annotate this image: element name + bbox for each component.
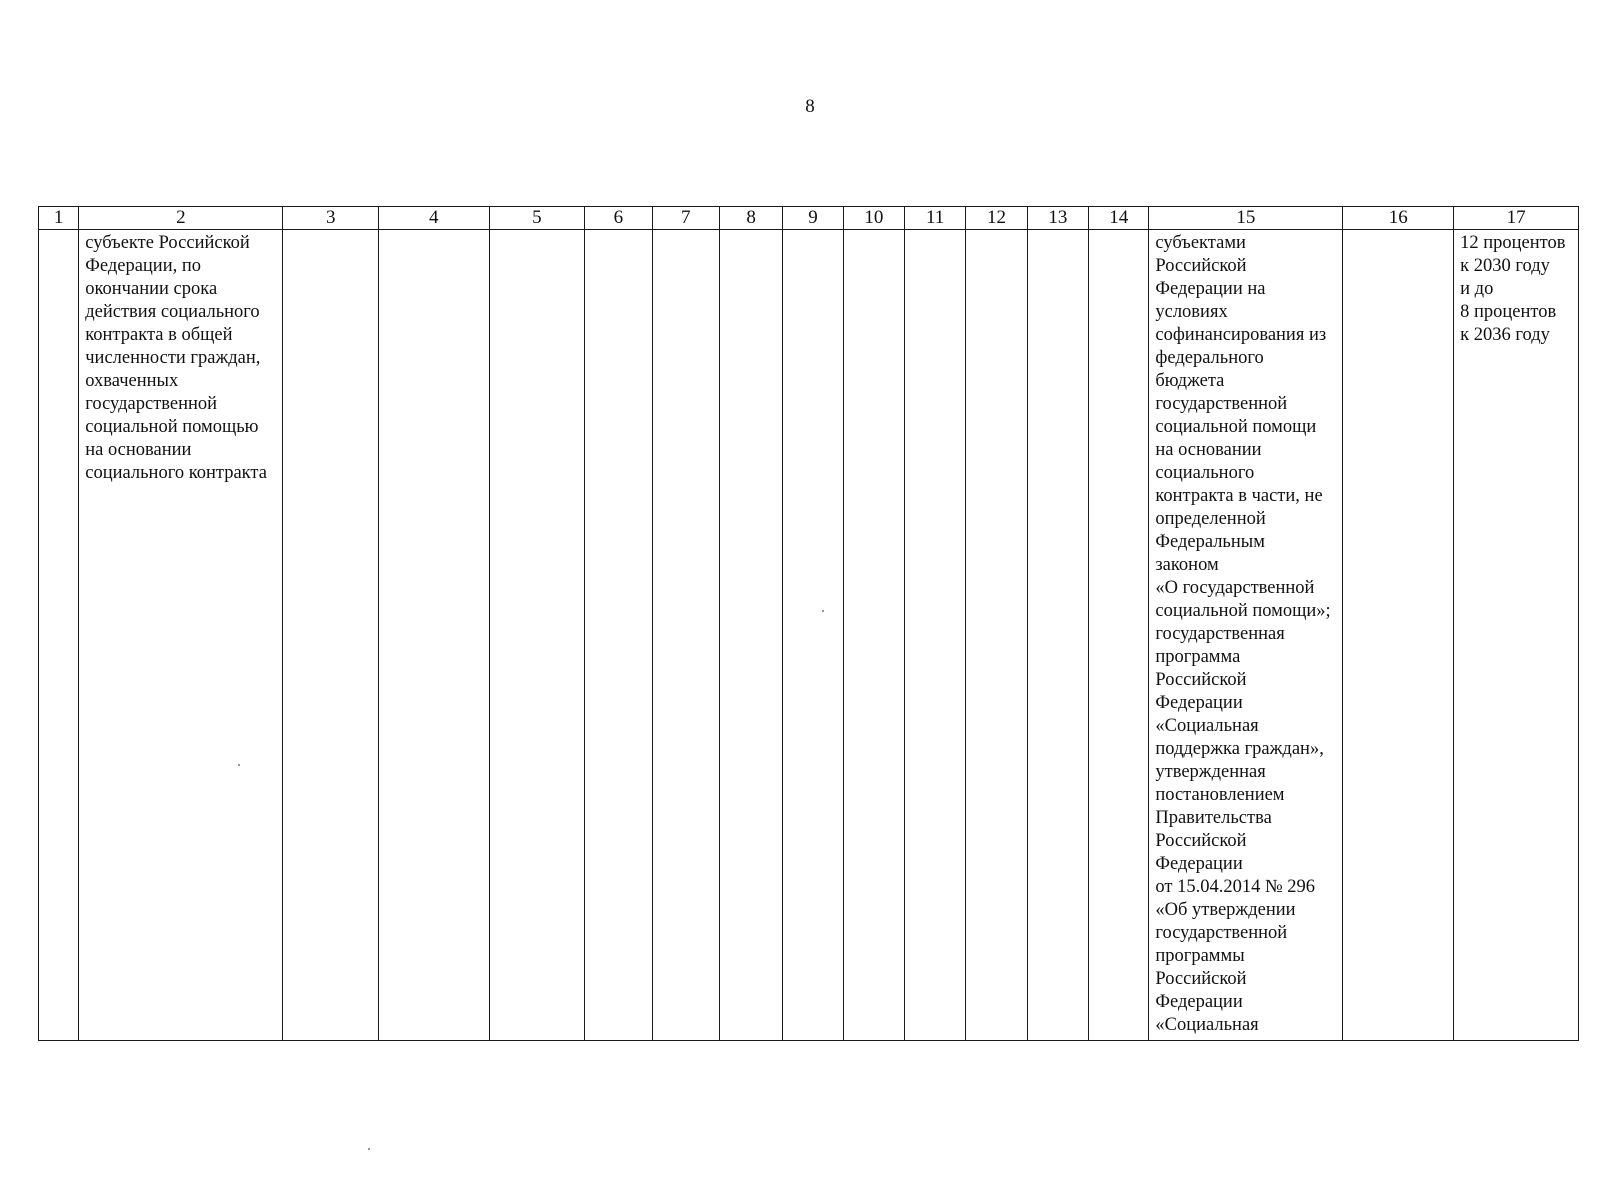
column-header-3: 3: [283, 207, 379, 230]
column-header-1: 1: [39, 207, 79, 230]
column-header-17: 17: [1454, 207, 1579, 230]
column-header-11: 11: [904, 207, 965, 230]
scan-speck: [822, 610, 824, 612]
column-header-2: 2: [79, 207, 283, 230]
cell-col-2: [79, 230, 283, 1041]
cell-col-9: [783, 230, 843, 1041]
column-header-16: 16: [1343, 207, 1454, 230]
column-header-7: 7: [652, 207, 719, 230]
indicator-description-text: субъекте Российской Федерации, по окончании срока действия социального контракта в общей численности граждан, охваченных государственной социальной помощью на основании социального контракта: [85, 233, 267, 483]
column-header-4: 4: [378, 207, 489, 230]
scan-speck: [368, 1148, 370, 1150]
cell-col-14: [1089, 230, 1149, 1041]
cell-col-16: [1343, 230, 1454, 1041]
data-table: [38, 206, 1579, 1041]
column-header-15: 15: [1149, 207, 1343, 230]
column-header-14: 14: [1089, 207, 1149, 230]
cell-col-4: [378, 230, 489, 1041]
cell-col-12: [966, 230, 1027, 1041]
cell-col-8: [719, 230, 782, 1041]
cell-col-10: [843, 230, 904, 1041]
cell-col-1: [39, 230, 79, 1041]
cell-col-11: [904, 230, 965, 1041]
column-header-13: 13: [1027, 207, 1088, 230]
target-value-text: 12 процентов к 2030 году и до 8 процентов к 2036 году: [1460, 233, 1566, 345]
scan-speck: [238, 764, 240, 766]
column-header-6: 6: [585, 207, 652, 230]
table-container: [38, 206, 1579, 1041]
cell-col-3: [283, 230, 379, 1041]
column-header-8: 8: [719, 207, 782, 230]
column-header-9: 9: [783, 207, 843, 230]
cell-col-15: [1149, 230, 1343, 1041]
cell-col-13: [1027, 230, 1088, 1041]
legal-basis-text: субъектами Российской Федерации на условиях софинансирования из федерального бюджета государственной социальной помощи на основании социального контракта в части, не определенной Федеральным законом «О государственной социальной помощи»; государственная программа Российской Федерации «Социальная поддержка граждан», утвержденная постановлением Правительства Российской Федерации от 15.04.2014 № 296 «Об утверждении государственной программы Российской Федерации «Социальная: [1155, 233, 1331, 1035]
cell-col-7: [652, 230, 719, 1041]
cell-col-6: [585, 230, 652, 1041]
header-row: [39, 207, 1579, 230]
cell-col-17: [1454, 230, 1579, 1041]
column-header-5: 5: [489, 207, 585, 230]
cell-col-5: [489, 230, 585, 1041]
column-header-12: 12: [966, 207, 1027, 230]
table-row: [39, 230, 1579, 1041]
column-header-10: 10: [843, 207, 904, 230]
page-number: 8: [805, 96, 815, 117]
